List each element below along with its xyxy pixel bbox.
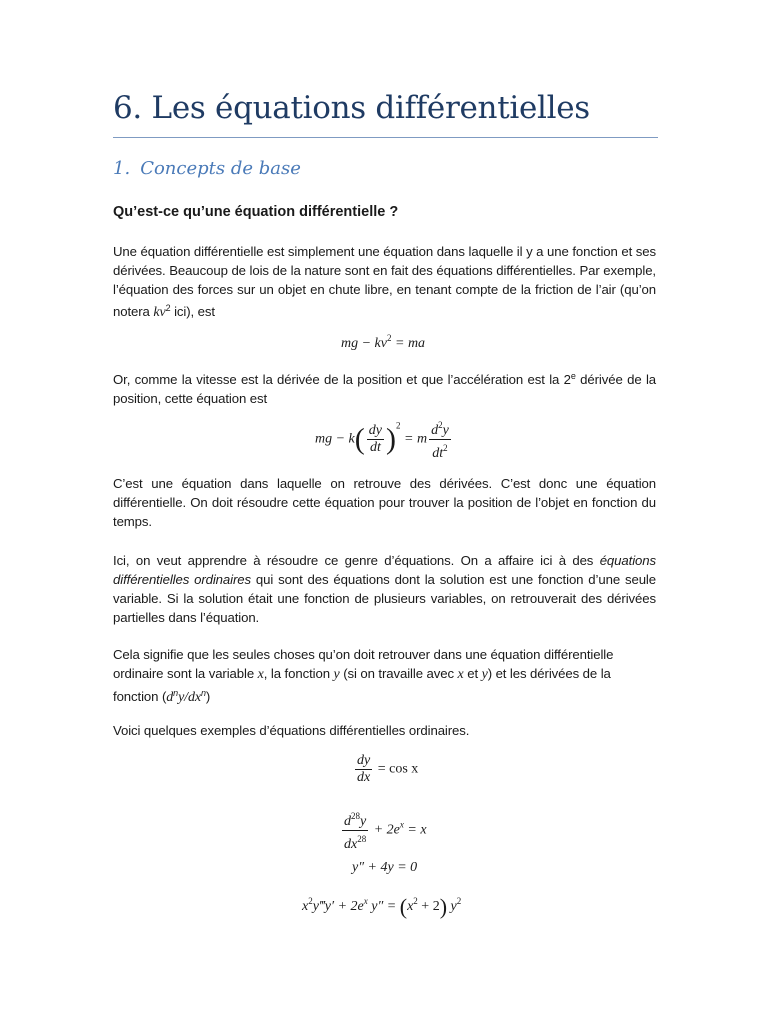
ex1-denominator: dx: [357, 770, 371, 785]
frac2-den-dt: dt: [432, 446, 444, 461]
frac2-numerator: [429, 417, 451, 440]
p1-text-a: Une équation différentielle est simplement une équation dans laquelle il y a une fonction et ses dérivées. Beaucoup de lois de la nature sont en fait des équations différentielles. Par exemple, l’équation des forces sur un objet en chute libre, en tenant compte de la friction de l’air (qu’on notera: [113, 244, 656, 319]
section-title: Concepts de base: [140, 158, 301, 179]
p5-y2: y: [481, 667, 488, 682]
p4-emphasis: équations différentielles ordinaires: [113, 553, 656, 587]
ex4-yexp: 2: [456, 896, 462, 907]
p1-text-b: ici), est: [170, 304, 215, 319]
ex4-inner-exp: 2: [413, 896, 418, 907]
p5-f1: d: [166, 690, 174, 705]
p2-sup: e: [570, 371, 576, 381]
p4-text-a: Ici, on veut apprendre à résoudre ce genre d’équations. On a affaire ici à des: [113, 553, 600, 568]
eq2-eqm: = m: [400, 431, 428, 447]
ex2-e-exp: x: [399, 819, 404, 830]
p2-text-b: dérivée de la position, cette équation est: [113, 372, 657, 406]
p5-c: (si on travaille avec: [339, 666, 458, 681]
paragraph-ordinary: [113, 551, 656, 627]
ex2-den-exp: 28: [357, 834, 367, 844]
p5-a: Cela signifie que les seules choses qu’on doit retrouver dans une équation différentielle ordinaire sont la variable: [113, 647, 614, 681]
frac2-num-d: d: [431, 423, 439, 438]
frac1-numerator: dy: [368, 423, 382, 438]
section-heading: [113, 158, 301, 179]
ex4-inner-rest: + 2: [417, 899, 440, 915]
paragraph-derivatives: [113, 367, 656, 408]
ex2-denominator: [342, 831, 368, 853]
ex3-text: y″ + 4y = 0: [352, 860, 418, 875]
ex2-num-d: d: [344, 814, 351, 829]
ex2-numerator: [342, 808, 368, 831]
ex4-terms2: y″ =: [367, 899, 400, 915]
p5-x2: x: [457, 667, 464, 682]
p1-sup: 2: [165, 303, 171, 313]
ex2-num-exp: 28: [351, 811, 360, 821]
p5-y: y: [333, 667, 340, 682]
eq1-exp: 2: [387, 333, 392, 343]
p5-g: ): [205, 689, 211, 704]
fraction-d28y-dx28: [342, 808, 368, 853]
frac2-den-exp: 2: [443, 443, 448, 453]
ex4-y: y: [447, 899, 457, 915]
title-underline: [113, 137, 658, 138]
example-equation-2: [340, 808, 427, 853]
ex2-mid: + 2e: [370, 822, 400, 838]
fraction-d2y-dt2: [429, 417, 451, 462]
equation-differential-forces: [315, 417, 453, 462]
example-equation-3: [352, 860, 417, 876]
p1-math-kv: kv: [153, 305, 166, 320]
ex4-xexp: 2: [308, 896, 313, 907]
eq1-rhs: = ma: [391, 336, 426, 351]
paragraph-intro: [113, 242, 656, 322]
fraction-dy-dt: [367, 423, 384, 456]
example-equation-1: [353, 753, 418, 786]
eq1-lhs: mg − kv: [341, 336, 387, 351]
chapter-title: 6. Les équations différentielles: [113, 90, 590, 126]
p4-text-b: qui sont des équations dont la solution est une fonction d’une seule variable. Si la solution était une fonction de plusieurs variables, on retrouverait des dérivées partielles dans l’équation.: [113, 572, 656, 625]
eq2-exp: 2: [396, 420, 401, 431]
p5-d: et: [463, 666, 482, 681]
paragraph-conclusion: C’est une équation dans laquelle on retrouve des dérivées. C’est donc une équation différentielle. On doit résoudre cette équation pour trouver la position de l’objet en fonction du temps.: [113, 476, 656, 529]
p5-n1: n: [173, 688, 179, 698]
ex1-rhs: = cos x: [374, 761, 419, 777]
p5-f2: y/dx: [178, 690, 201, 705]
frac2-denominator: [429, 440, 451, 462]
question-heading: Qu’est-ce qu’une équation différentielle ?: [113, 204, 399, 220]
ex4-terms: y‴y′ + 2e: [312, 899, 364, 915]
right-paren: ): [386, 422, 396, 456]
ex1-numerator: dy: [357, 753, 371, 768]
p5-e: ) et les dérivées de la fonction (: [113, 666, 611, 704]
ex4-x: x: [302, 899, 309, 915]
eq2-lhs: mg − k: [315, 431, 355, 447]
p5-x: x: [257, 667, 264, 682]
p5-n2: n: [200, 688, 206, 698]
paragraph-meaning: [113, 645, 656, 707]
paragraph-examples-intro: Voici quelques exemples d’équations différentielles ordinaires.: [113, 723, 470, 738]
p2-text-a: Or, comme la vitesse est la dérivée de la position et que l’accélération est la 2: [113, 372, 571, 387]
section-number: 1.: [113, 158, 131, 179]
left-paren: (: [354, 422, 365, 456]
fraction-dy-dx: [355, 753, 372, 786]
ex2-rhs: = x: [403, 822, 427, 838]
equation-forces: [341, 333, 425, 352]
ex2-num-y: y: [360, 814, 367, 829]
ex4-right-paren: ): [439, 894, 448, 919]
ex2-den-dx: dx: [344, 837, 358, 852]
frac2-num-var: y: [442, 423, 449, 438]
ex4-inner: x: [407, 899, 414, 915]
ex4-left-paren: (: [399, 894, 408, 919]
frac2-num-exp: 2: [438, 420, 443, 430]
frac1-denominator: dt: [369, 440, 381, 455]
ex4-eexp: x: [363, 896, 368, 907]
p5-b: , la fonction: [263, 666, 334, 681]
example-equation-4: [302, 894, 461, 920]
